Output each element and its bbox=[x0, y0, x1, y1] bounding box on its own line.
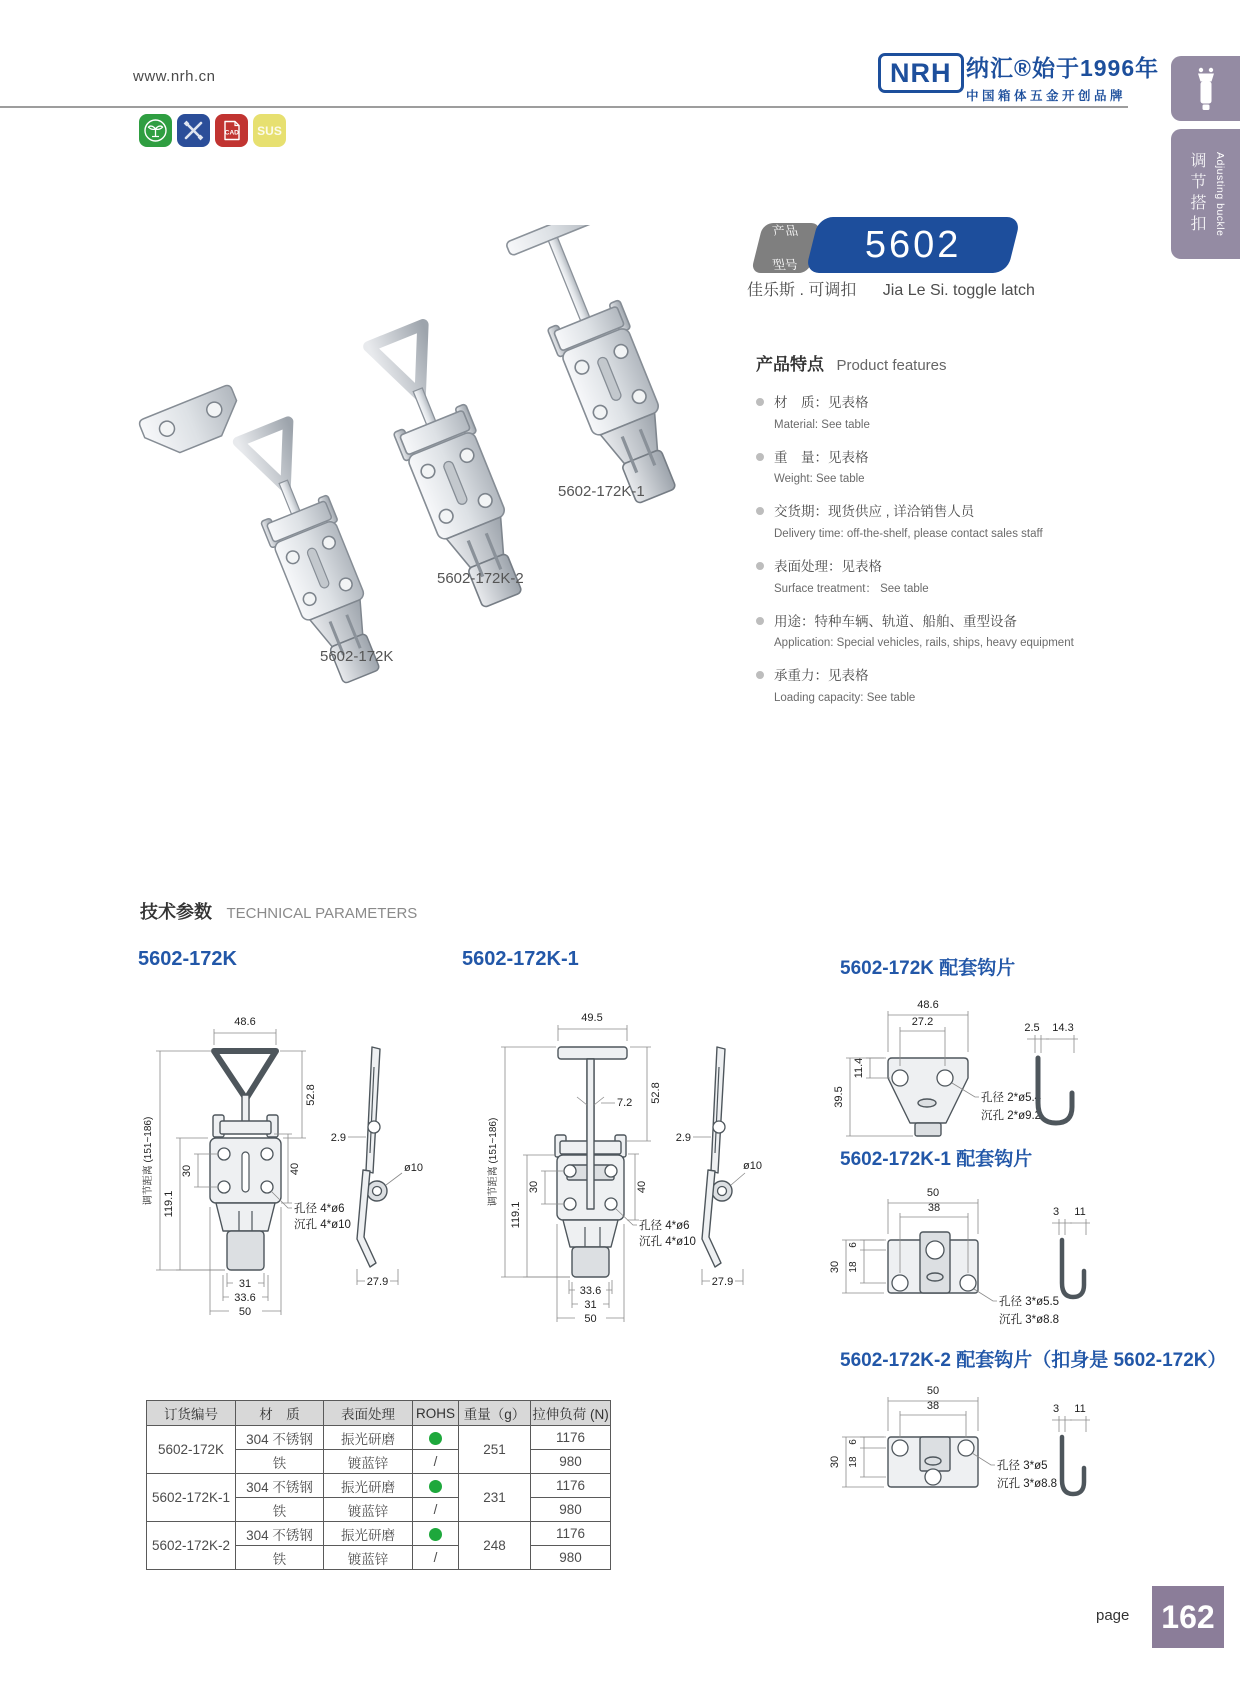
drawing-title-172k-2-hook: 5602-172K-2 配套钩片（扣身是 5602-172K） bbox=[840, 1350, 1227, 1371]
feature-item: 重 量：见表格 Weight: See table bbox=[756, 448, 1128, 488]
spec-table bbox=[146, 1400, 611, 1570]
svg-text:孔径 3*ø5.5: 孔径 3*ø5.5 bbox=[999, 1296, 1060, 1308]
feature-item: 材 质：见表格 Material: See table bbox=[756, 393, 1128, 433]
table-row: 铁 镀蓝锌 / 980 bbox=[147, 1546, 611, 1570]
svg-text:30: 30 bbox=[829, 1455, 841, 1469]
feature-item: 承重力：见表格 Loading capacity: See table bbox=[756, 666, 1128, 706]
svg-text:沉孔 4*ø10: 沉孔 4*ø10 bbox=[294, 1219, 351, 1231]
svg-text:119.1: 119.1 bbox=[510, 1201, 522, 1229]
svg-text:调节距离 (151~186): 调节距离 (151~186) bbox=[143, 1116, 154, 1206]
feature-item: 交货期：现货供应 , 详洽销售人员 Delivery time: off-the-shelf, please contact sales staff bbox=[756, 502, 1128, 542]
svg-text:孔径 3*ø5: 孔径 3*ø5 bbox=[997, 1460, 1048, 1472]
svg-text:38: 38 bbox=[927, 1202, 941, 1214]
dimension-drawing-172k bbox=[130, 985, 460, 1330]
svg-text:52.8: 52.8 bbox=[305, 1084, 317, 1106]
svg-text:孔径 4*ø6: 孔径 4*ø6 bbox=[294, 1203, 345, 1215]
svg-text:50: 50 bbox=[926, 1385, 940, 1397]
bullet-icon bbox=[756, 617, 764, 625]
table-row: 铁 镀蓝锌 / 980 bbox=[147, 1450, 611, 1474]
category-label-cn: 调节搭扣 bbox=[1188, 152, 1205, 236]
brand-block bbox=[966, 50, 1159, 104]
svg-text:48.6: 48.6 bbox=[234, 1016, 256, 1028]
bullet-icon bbox=[756, 507, 764, 515]
drawing-title-172k-1: 5602-172K-1 bbox=[462, 948, 579, 970]
bullet-icon bbox=[756, 671, 764, 679]
svg-text:沉孔 2*ø9.2: 沉孔 2*ø9.2 bbox=[981, 1110, 1042, 1122]
svg-text:52.8: 52.8 bbox=[650, 1082, 662, 1104]
page-number: 162 bbox=[1152, 1586, 1224, 1648]
svg-text:调节距离 (151~186): 调节距离 (151~186) bbox=[488, 1117, 499, 1207]
svg-text:30: 30 bbox=[829, 1260, 841, 1274]
weight-cell: 251 bbox=[459, 1426, 531, 1474]
table-row: 5602-172K-1 304 不锈钢 振光研磨 231 1176 bbox=[147, 1474, 611, 1498]
header-divider bbox=[0, 106, 1128, 108]
col-load: 拉伸负荷 (N) bbox=[531, 1401, 611, 1426]
product-features bbox=[756, 350, 1128, 721]
product-subtitle bbox=[747, 277, 1035, 300]
svg-text:40: 40 bbox=[636, 1180, 648, 1194]
cad-badge-icon bbox=[215, 114, 248, 147]
svg-text:40: 40 bbox=[289, 1162, 301, 1176]
nrh-logo: NRH bbox=[878, 53, 964, 93]
svg-text:孔径 2*ø5.4: 孔径 2*ø5.4 bbox=[981, 1092, 1042, 1104]
photo-label-172k-1: 5602-172K-1 bbox=[558, 483, 645, 500]
latch-icon bbox=[1189, 64, 1223, 114]
sus-badge-icon: SUS bbox=[253, 114, 286, 147]
subtitle-cn: 佳乐斯 . 可调扣 bbox=[747, 282, 857, 299]
tools-badge-icon bbox=[177, 114, 210, 147]
svg-text:孔径 4*ø6: 孔径 4*ø6 bbox=[639, 1220, 690, 1232]
category-icon-tab bbox=[1171, 56, 1240, 121]
category-label-en: Adjusting buckle bbox=[1214, 151, 1226, 237]
svg-text:39.5: 39.5 bbox=[833, 1086, 845, 1108]
drawing-title-172k: 5602-172K bbox=[138, 948, 237, 970]
svg-text:沉孔 4*ø10: 沉孔 4*ø10 bbox=[639, 1236, 696, 1248]
svg-text:33.6: 33.6 bbox=[234, 1292, 256, 1304]
table-row: 铁 镀蓝锌 / 980 bbox=[147, 1498, 611, 1522]
table-header-row bbox=[147, 1401, 611, 1426]
svg-text:27.9: 27.9 bbox=[366, 1276, 389, 1288]
rohs-pass-dot bbox=[429, 1432, 442, 1445]
col-weight: 重量（g） bbox=[459, 1401, 531, 1426]
svg-text:ø10: ø10 bbox=[404, 1162, 423, 1174]
svg-text:50: 50 bbox=[926, 1187, 940, 1199]
table-row: 5602-172K 304 不锈钢 振光研磨 251 1176 bbox=[147, 1426, 611, 1450]
dimension-drawing-172k-hook bbox=[775, 995, 1190, 1145]
model-cell: 5602-172K bbox=[147, 1426, 236, 1474]
model-cell: 5602-172K-1 bbox=[147, 1474, 236, 1522]
site-url[interactable]: www.nrh.cn bbox=[133, 68, 216, 85]
svg-text:沉孔 3*ø8.8: 沉孔 3*ø8.8 bbox=[997, 1478, 1058, 1490]
svg-text:33.6: 33.6 bbox=[579, 1285, 602, 1297]
drawing-title-172k-hook: 5602-172K 配套钩片 bbox=[840, 958, 1016, 979]
svg-text:49.5: 49.5 bbox=[581, 1012, 603, 1024]
hook-plate-photo-172k bbox=[138, 384, 247, 463]
svg-text:2.9: 2.9 bbox=[675, 1132, 691, 1144]
svg-text:11: 11 bbox=[1074, 1206, 1086, 1218]
latch-photo-172k-1 bbox=[505, 225, 690, 513]
col-surface: 表面处理 bbox=[324, 1401, 413, 1426]
certification-badges bbox=[139, 114, 286, 147]
col-order-no: 订货编号 bbox=[147, 1401, 236, 1426]
svg-text:48.6: 48.6 bbox=[917, 999, 939, 1011]
subtitle-en: Jia Le Si. toggle latch bbox=[882, 282, 1035, 299]
svg-text:2.9: 2.9 bbox=[330, 1132, 346, 1144]
bullet-icon bbox=[756, 398, 764, 406]
category-tab bbox=[1171, 129, 1240, 259]
bullet-icon bbox=[756, 453, 764, 461]
table-row: 5602-172K-2 304 不锈钢 振光研磨 248 1176 bbox=[147, 1522, 611, 1546]
rohs-pass-dot bbox=[429, 1528, 442, 1541]
brand-title: 纳汇®始于1996年 bbox=[966, 55, 1160, 81]
svg-text:18: 18 bbox=[848, 1456, 859, 1468]
feature-item: 用途：特种车辆、轨道、船舶、重型设备 Application: Special vehicles, rails, ships, heavy equipment bbox=[756, 612, 1128, 652]
dimension-drawing-172k-1 bbox=[455, 985, 765, 1330]
svg-text:18: 18 bbox=[848, 1261, 859, 1273]
photo-label-172k: 5602-172K bbox=[320, 648, 394, 665]
svg-text:14.3: 14.3 bbox=[1052, 1022, 1074, 1034]
svg-text:6: 6 bbox=[848, 1242, 859, 1248]
svg-text:27.2: 27.2 bbox=[911, 1016, 934, 1028]
svg-text:6: 6 bbox=[848, 1439, 859, 1445]
svg-text:50: 50 bbox=[238, 1306, 252, 1318]
svg-text:2.5: 2.5 bbox=[1024, 1022, 1040, 1034]
svg-text:3: 3 bbox=[1052, 1403, 1060, 1415]
bullet-icon bbox=[756, 562, 764, 570]
product-photos bbox=[110, 225, 690, 695]
dimension-drawing-172k-2-hook bbox=[775, 1385, 1190, 1550]
col-rohs: ROHS bbox=[413, 1401, 459, 1426]
svg-text:31: 31 bbox=[238, 1278, 252, 1290]
rohs-pass-dot bbox=[429, 1480, 442, 1493]
col-material: 材 质 bbox=[236, 1401, 324, 1426]
svg-text:27.9: 27.9 bbox=[711, 1276, 734, 1288]
svg-text:119.1: 119.1 bbox=[163, 1190, 175, 1218]
model-cell: 5602-172K-2 bbox=[147, 1522, 236, 1570]
svg-text:ø10: ø10 bbox=[743, 1160, 762, 1172]
svg-text:沉孔 3*ø8.8: 沉孔 3*ø8.8 bbox=[999, 1314, 1060, 1326]
dimension-drawing-172k-1-hook bbox=[775, 1185, 1190, 1350]
brand-subtitle: 中国箱体五金开创品牌 bbox=[966, 89, 1127, 103]
eco-badge-icon bbox=[139, 114, 172, 147]
features-title: 产品特点 Product features bbox=[756, 355, 947, 374]
svg-text:11.4: 11.4 bbox=[853, 1057, 865, 1079]
svg-text:30: 30 bbox=[181, 1164, 193, 1178]
svg-text:50: 50 bbox=[584, 1313, 597, 1325]
svg-text:7.2: 7.2 bbox=[617, 1097, 633, 1109]
type-label-line2: 型号 bbox=[771, 257, 801, 272]
svg-text:38: 38 bbox=[926, 1400, 940, 1412]
svg-text:30: 30 bbox=[528, 1180, 540, 1194]
photo-label-172k-2: 5602-172K-2 bbox=[437, 570, 524, 587]
svg-text:11: 11 bbox=[1074, 1403, 1086, 1415]
page-label: page bbox=[1096, 1607, 1130, 1624]
svg-text:31: 31 bbox=[584, 1299, 597, 1311]
svg-text:CAD: CAD bbox=[224, 129, 239, 137]
weight-cell: 231 bbox=[459, 1474, 531, 1522]
type-label-line1: 产品 bbox=[771, 223, 801, 238]
model-banner bbox=[805, 217, 1021, 273]
model-number: 5602 bbox=[864, 223, 962, 266]
feature-item: 表面处理：见表格 Surface treatment： See table bbox=[756, 557, 1128, 597]
weight-cell: 248 bbox=[459, 1522, 531, 1570]
drawing-title-172k-1-hook: 5602-172K-1 配套钩片 bbox=[840, 1149, 1033, 1170]
tech-section-title: 技术参数 TECHNICAL PARAMETERS bbox=[140, 902, 418, 922]
svg-text:3: 3 bbox=[1052, 1206, 1060, 1218]
